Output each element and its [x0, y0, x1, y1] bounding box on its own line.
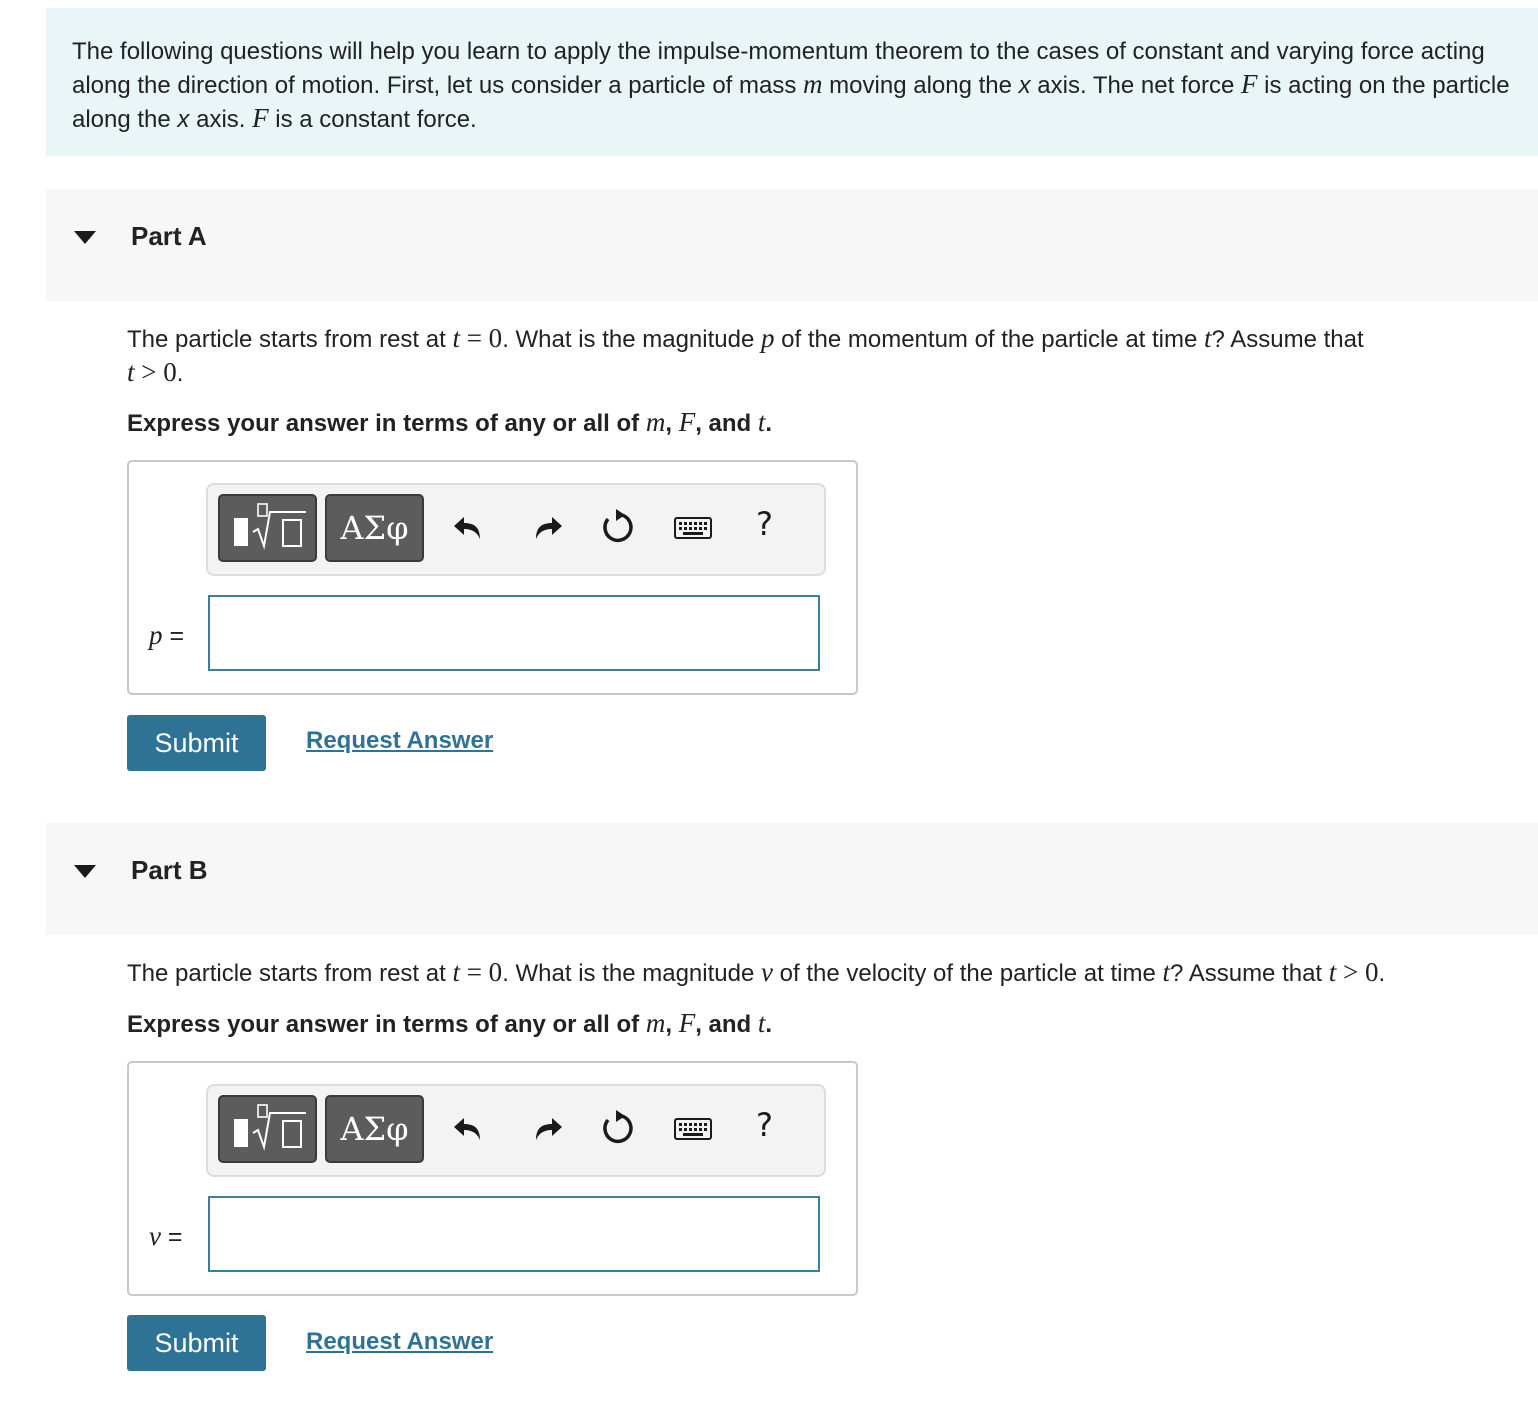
greek-symbols-button[interactable]: ΑΣφ [325, 1095, 424, 1163]
part-b-header[interactable] [46, 823, 1538, 935]
part-a-title: Part A [131, 221, 207, 251]
part-b-question: The particle starts from rest at t = 0. What is the magnitude v of the velocity of the particle at time t? Assume that t > 0. [127, 957, 1386, 987]
submit-button[interactable]: Submit [127, 1315, 266, 1371]
keyboard-icon[interactable] [673, 507, 713, 547]
request-answer-link[interactable]: Request Answer [306, 727, 494, 754]
answer-input[interactable] [208, 595, 820, 671]
templates-icon [220, 1097, 315, 1161]
part-b-answer-box [127, 1061, 858, 1296]
part-a-question: The particle starts from rest at t = 0. What is the magnitude p of the momentum of the particle at time t? Assume that t > 0. [127, 323, 1364, 387]
collapse-caret-icon[interactable] [74, 231, 96, 244]
part-b-title: Part B [131, 855, 208, 885]
undo-icon[interactable] [450, 507, 490, 547]
part-a-answer-box [127, 460, 858, 695]
submit-button[interactable]: Submit [127, 715, 266, 771]
math-toolbar [206, 483, 826, 576]
math-toolbar [206, 1084, 826, 1177]
part-a-instruction: Express your answer in terms of any or all of m, F, and t. [127, 407, 773, 437]
variable-label: p = [149, 620, 185, 650]
redo-icon[interactable] [526, 1108, 566, 1148]
reset-icon[interactable] [598, 1108, 638, 1148]
intro-panel [46, 8, 1538, 156]
templates-button[interactable] [218, 1095, 317, 1163]
part-b-instruction: Express your answer in terms of any or all of m, F, and t. [127, 1008, 773, 1038]
help-icon[interactable]: ? [756, 1106, 773, 1144]
keyboard-icon[interactable] [673, 1108, 713, 1148]
redo-icon[interactable] [526, 507, 566, 547]
reset-icon[interactable] [598, 507, 638, 547]
templates-icon [220, 496, 315, 560]
part-a-header[interactable] [46, 189, 1538, 301]
answer-input[interactable] [208, 1196, 820, 1272]
variable-label: v = [149, 1221, 183, 1251]
intro-text: The following questions will help you learn to apply the impulse-momentum theorem to the cases of constant and varying force acting along the direction of motion. First, let us consider a particle of mass m moving along the x axis. The net force F is acting on the particle along the x axis. F is a constant force. [72, 38, 1510, 133]
help-icon[interactable]: ? [756, 505, 773, 543]
request-answer-link[interactable]: Request Answer [306, 1328, 494, 1355]
undo-icon[interactable] [450, 1108, 490, 1148]
greek-symbols-button[interactable]: ΑΣφ [325, 494, 424, 562]
collapse-caret-icon[interactable] [74, 865, 96, 878]
templates-button[interactable] [218, 494, 317, 562]
